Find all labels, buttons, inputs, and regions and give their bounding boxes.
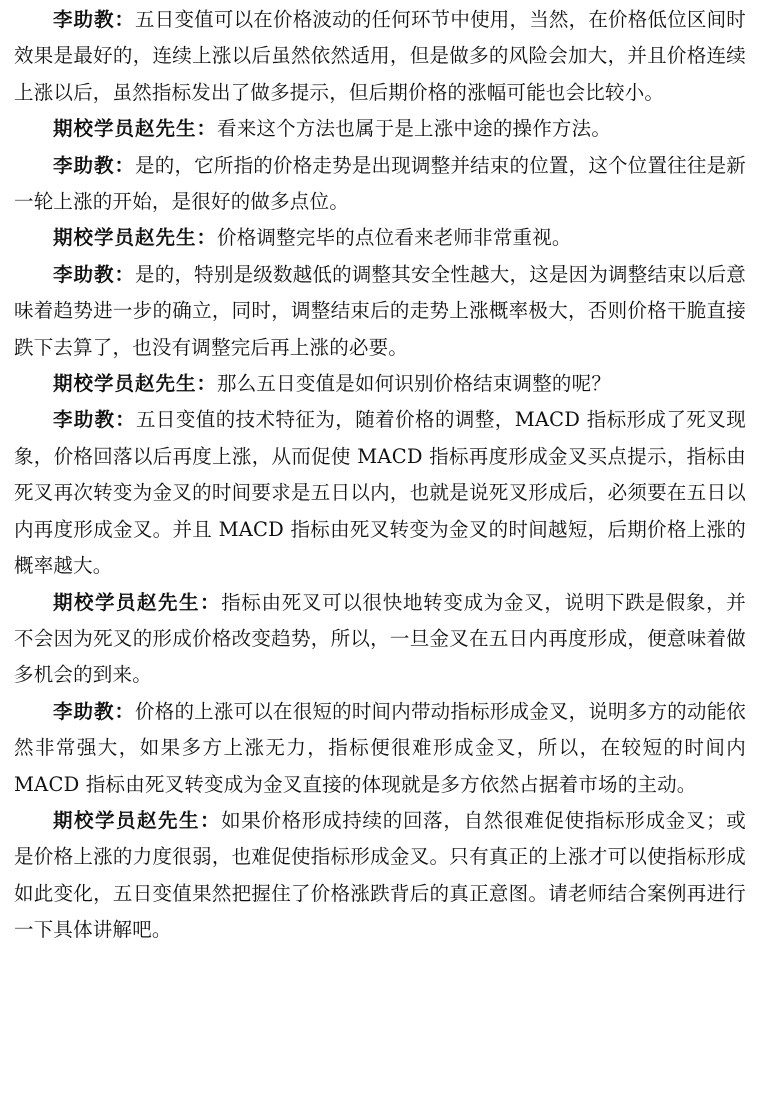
speech-text: 价格的上涨可以在很短的时间内带动指标形成金叉，说明多方的动能依然非常强大，如果多方上涨无力，指标便很难形成金叉，所以，在较短的时间内 MACD 指标由死叉转变成为金叉直接的体现就是多方依然占据着市场的主动。 (14, 699, 746, 796)
paragraph-3 (14, 148, 746, 221)
speaker-label: 期校学员赵先生： (53, 117, 218, 141)
paragraph-9 (14, 694, 746, 803)
speech-text: 指标由死叉可以很快地转变成为金叉，说明下跌是假象，并不会因为死叉的形成价格改变趋势，所以，一旦金叉在五日内再度形成，便意味着做多机会的到来。 (14, 590, 746, 687)
paragraph-1 (14, 2, 746, 111)
document-page (14, 2, 746, 949)
paragraph-2 (14, 111, 746, 147)
speech-text: 是的，它所指的价格走势是出现调整并结束的位置，这个位置往往是新一轮上涨的开始，是很好的做多点位。 (14, 153, 746, 214)
paragraph-6 (14, 366, 746, 402)
speech-text: 看来这个方法也属于是上涨中途的操作方法。 (217, 117, 612, 141)
speech-text: 那么五日变值是如何识别价格结束调整的呢？ (217, 372, 612, 396)
speaker-label: 李助教： (53, 8, 136, 31)
speaker-label: 期校学员赵先生： (53, 372, 218, 396)
speech-text: 价格调整完毕的点位看来老师非常重视。 (217, 226, 572, 250)
paragraph-4 (14, 220, 746, 256)
paragraph-8 (14, 585, 746, 694)
speech-text: 五日变值的技术特征为，随着价格的调整，MACD 指标形成了死叉现象，价格回落以后再度上涨，从而促使 MACD 指标再度形成金叉买点提示，指标由死叉再次转变为金叉的时间要求是五日以内，也就是说死叉形成后，必须要在五日以内再度形成金叉。并且 MACD 指标由死叉转变为金叉的时间越短，后期价格上涨的概率越大。 (14, 408, 746, 578)
speaker-label: 李助教： (53, 153, 136, 177)
speech-text: 如果价格形成持续的回落，自然很难促使指标形成金叉；或是价格上涨的力度很弱，也难促使指标形成金叉。只有真正的上涨才可以使指标形成如此变化，五日变值果然把握住了价格涨跌背后的真正意图。请老师结合案例再进行一下具体讲解吧。 (14, 808, 746, 942)
speech-text: 是的，特别是级数越低的调整其安全性越大，这是因为调整结束以后意味着趋势进一步的确立，同时，调整结束后的走势上涨概率极大，否则价格干脆直接跌下去算了，也没有调整完后再上涨的必要。 (14, 262, 746, 359)
speaker-label: 期校学员赵先生： (53, 226, 218, 250)
speaker-label: 李助教： (53, 262, 136, 286)
speaker-label: 期校学员赵先生： (53, 590, 222, 614)
paragraph-10 (14, 803, 746, 949)
paragraph-7 (14, 402, 746, 584)
speech-text: 五日变值可以在价格波动的任何环节中使用，当然，在价格低位区间时效果是最好的，连续上涨以后虽然依然适用，但是做多的风险会加大，并且价格连续上涨以后，虽然指标发出了做多提示，但后期价格的涨幅可能也会比较小。 (14, 8, 746, 104)
speaker-label: 李助教： (53, 699, 136, 723)
speaker-label: 李助教： (53, 408, 136, 432)
paragraph-5 (14, 257, 746, 366)
speaker-label: 期校学员赵先生： (53, 808, 222, 832)
